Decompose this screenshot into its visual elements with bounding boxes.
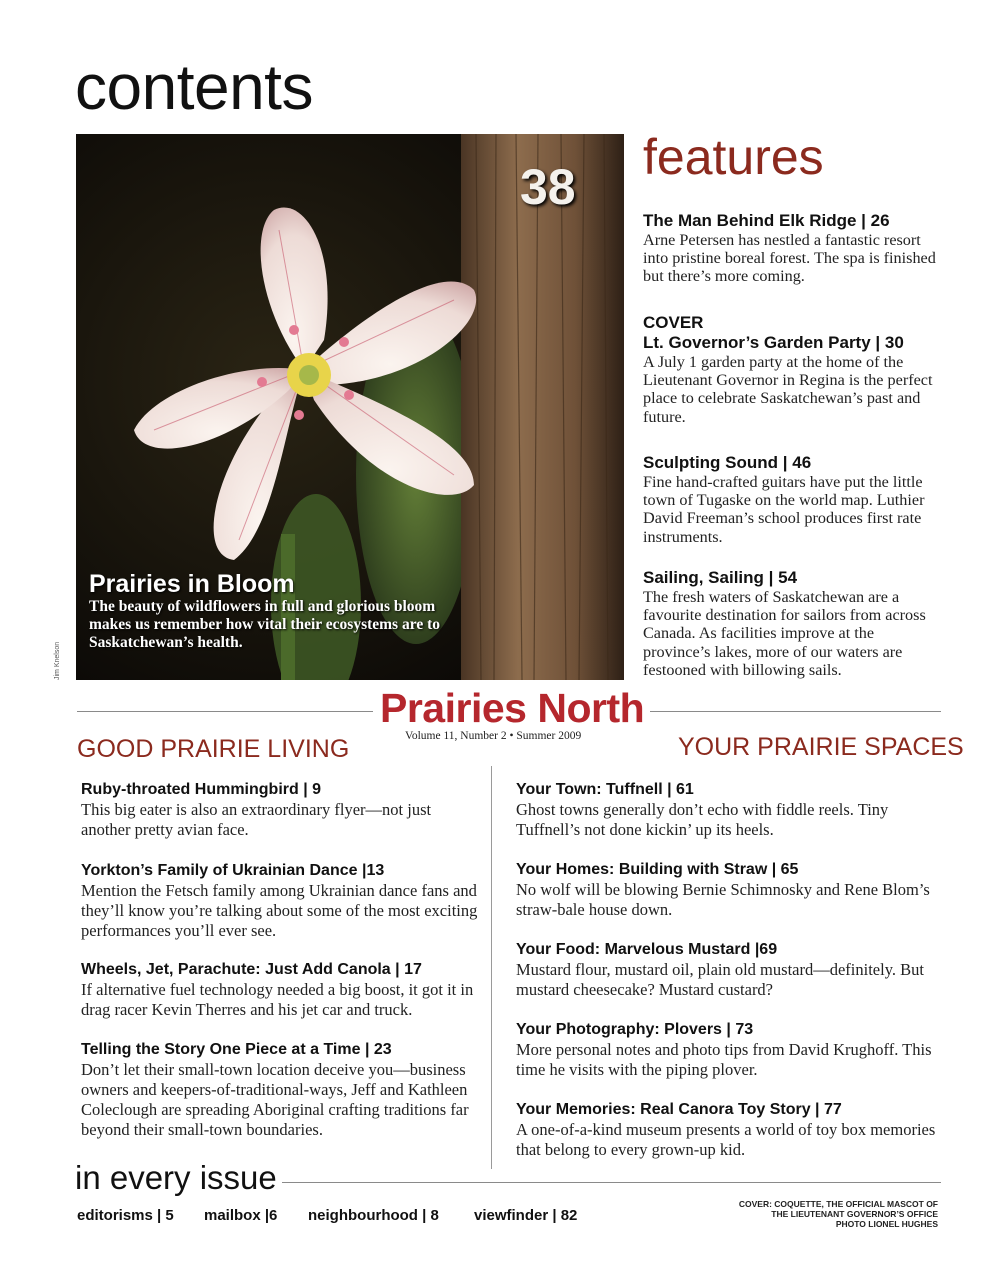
feature-page-number: 38 [520, 159, 576, 215]
cover-credit [700, 1199, 938, 1229]
section-heading-good-prairie-living: GOOD PRAIRIE LIVING [77, 735, 350, 763]
feature-item[interactable] [643, 211, 943, 286]
item-description: Mustard flour, mustard oil, plain old mustard—definitely. But mustard cheesecake? Mustard custard? [516, 960, 924, 999]
photo-credit: Jim Knelson [54, 641, 61, 680]
item-title: Telling the Story One Piece at a Time | 23 [81, 1041, 392, 1058]
item-description: Mention the Fetsch family among Ukrainian dance fans and they’ll know you’re talking about some of the most exciting performances you’ll ever see. [81, 881, 478, 940]
item-title: Wheels, Jet, Parachute: Just Add Canola | 17 [81, 961, 422, 978]
list-item[interactable] [516, 940, 956, 1000]
item-description: If alternative fuel technology needed a big boost, it got it in drag racer Kevin Therres and his jet car and truck. [81, 980, 474, 1019]
every-issue-item-mailbox[interactable]: mailbox |6 [204, 1207, 278, 1224]
features-heading: features [643, 129, 824, 185]
item-title: Your Memories: Real Canora Toy Story | 77 [516, 1101, 842, 1118]
list-item[interactable] [516, 1100, 956, 1160]
feature-description: Arne Petersen has nestled a fantastic resort into pristine boreal forest. The spa is finished but there’s more coming. [643, 231, 936, 286]
feature-title: Sculpting Sound | 46 [643, 453, 812, 472]
list-item[interactable] [516, 780, 956, 840]
cover-credit-line: COVER: COQUETTE, THE OFFICIAL MASCOT OF [738, 1199, 938, 1209]
cover-credit-line: THE LIEUTENANT GOVERNOR’S OFFICE [771, 1209, 938, 1219]
list-item[interactable] [81, 780, 481, 840]
item-title: Ruby-throated Hummingbird | 9 [81, 781, 322, 798]
cover-credit-line: PHOTO LIONEL HUGHES [835, 1219, 938, 1229]
feature-item[interactable] [643, 313, 943, 426]
section-heading-your-prairie-spaces: YOUR PRAIRIE SPACES [678, 733, 964, 761]
feature-cover-label: COVER [643, 313, 704, 332]
feature-item[interactable] [643, 453, 943, 546]
item-title: Your Photography: Plovers | 73 [516, 1021, 754, 1038]
feature-description: The fresh waters of Saskatchewan are a favourite destination for sailors from across Canada. As facilities improve at the province’s lakes, more of our waters are festooned with billowing sails. [643, 588, 926, 679]
item-description: A one-of-a-kind museum presents a world of toy box memories that belong to every grown-up kid. [516, 1120, 936, 1159]
feature-description: A July 1 garden party at the home of the Lieutenant Governor in Regina is the perfect place to celebrate Saskatchewan’s past and future. [643, 353, 933, 426]
list-item[interactable] [81, 861, 481, 941]
item-title: Yorkton’s Family of Ukrainian Dance |13 [81, 862, 385, 879]
divider-rule [650, 711, 941, 712]
item-description: No wolf will be blowing Bernie Schimnosky and Rene Blom’s straw-bale house down. [516, 880, 930, 919]
item-description: This big eater is also an extraordinary flyer—not just another pretty avian face. [81, 800, 432, 839]
item-description: Don’t let their small-town location deceive you—business owners and keepers-of-traditional-ways, Jeff and Kathleen Coleclough are spreading Aboriginal crafting traditions far beyond their small-town boundaries. [81, 1060, 469, 1139]
feature-title: Lt. Governor’s Garden Party | 30 [643, 333, 904, 352]
divider-rule [282, 1182, 941, 1183]
section-heading-in-every-issue: in every issue [75, 1159, 277, 1196]
list-item[interactable] [516, 1020, 956, 1080]
item-description: Ghost towns generally don’t echo with fiddle reels. Tiny Tuffnell’s not done kickin’ up its heels. [516, 800, 889, 839]
issue-info: Volume 11, Number 2 • Summer 2009 [405, 730, 582, 742]
column-divider [491, 766, 492, 1169]
list-item[interactable] [81, 1040, 476, 1140]
page-title: contents [75, 51, 313, 123]
brand-logo: Prairies North [380, 685, 645, 731]
feature-item[interactable] [643, 568, 943, 679]
item-title: Your Town: Tuffnell | 61 [516, 781, 694, 798]
photo-caption-title: Prairies in Bloom [89, 570, 295, 598]
every-issue-item-editorisms[interactable]: editorisms | 5 [77, 1207, 174, 1224]
every-issue-item-viewfinder[interactable]: viewfinder | 82 [474, 1207, 578, 1224]
list-item[interactable] [81, 960, 481, 1020]
feature-description: Fine hand-crafted guitars have put the little town of Tugaske on the world map. Luthier David Freeman’s school produces first rate instruments. [643, 473, 925, 546]
item-title: Your Homes: Building with Straw | 65 [516, 861, 799, 878]
list-item[interactable] [516, 860, 961, 920]
divider-rule [77, 711, 373, 712]
feature-title: The Man Behind Elk Ridge | 26 [643, 211, 890, 230]
feature-title: Sailing, Sailing | 54 [643, 568, 798, 587]
item-title: Your Food: Marvelous Mustard |69 [516, 941, 778, 958]
every-issue-item-neighbourhood[interactable]: neighbourhood | 8 [308, 1207, 439, 1224]
item-description: More personal notes and photo tips from David Krughoff. This time he visits with the piping plover. [516, 1040, 932, 1079]
photo-caption-text: The beauty of wildflowers in full and glorious bloom makes us remember how vital their ecosystems are to Saskatchewan’s health. [89, 598, 440, 651]
